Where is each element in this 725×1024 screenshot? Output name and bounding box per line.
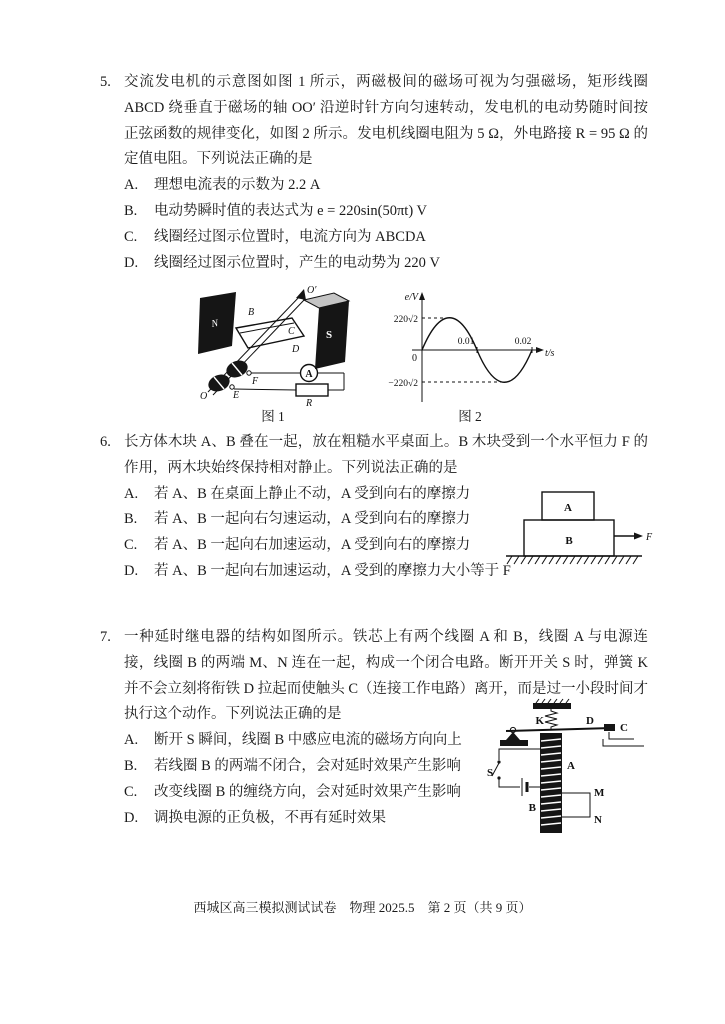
y-axis-arrow — [419, 292, 425, 300]
brush-f-label: F — [252, 376, 259, 388]
question-5-stem — [100, 70, 648, 173]
magnet-n-label: N — [210, 318, 220, 331]
figure-blocks — [502, 478, 657, 574]
tick-002-label: 0.02 — [514, 337, 532, 348]
contact-c — [604, 724, 615, 731]
option-text: 若线圈 B 的两端不闭合，会对延时效果产生影响 — [154, 757, 461, 774]
source-wire-top — [499, 749, 540, 760]
option-label: C. — [124, 228, 138, 245]
figure-relay — [486, 697, 651, 847]
coil-b-label: B — [248, 307, 255, 319]
x-axis-label: t/s — [545, 348, 555, 360]
axis-oprime-label: O′ — [307, 285, 317, 297]
question-6 — [100, 430, 653, 585]
coil-c-label: C — [288, 326, 295, 338]
option-label: D. — [124, 254, 139, 271]
option-text: 线圈经过图示位置时，产生的电动势为 220 V — [154, 254, 440, 271]
option-text: 理想电流表的示数为 2.2 A — [154, 177, 321, 194]
question-5-options — [100, 173, 648, 276]
coil-b-loop — [562, 793, 590, 817]
tick-001-label: 0.01 — [457, 337, 475, 348]
terminal-m-label: M — [594, 787, 605, 799]
option-text: 调换电源的正负极，不再有延时效果 — [154, 809, 386, 826]
contact-c-label: C — [620, 722, 628, 734]
block-a-label: A — [564, 502, 572, 514]
figure-2-graph — [384, 288, 556, 425]
option-label: C. — [124, 783, 138, 800]
coil-d-label: D — [292, 344, 300, 356]
resistor — [296, 384, 328, 396]
page-footer: 西城区高三模拟测试试卷 物理 2025.5 第 2 页（共 9 页） — [193, 900, 532, 915]
option-label: D. — [124, 809, 139, 826]
option-text: 电动势瞬时值的表达式为 e = 220sin(50πt) V — [154, 202, 427, 219]
question-6-number: 6. — [100, 434, 111, 450]
brush-e — [230, 385, 234, 389]
question-5-stem-text: 交流发电机的示意图如图 1 所示，两磁极间的磁场可视为匀强磁场，矩形线圈 ABCD 绕垂直于磁场的轴 OO′ 沿逆时针方向匀速转动，发电机的电动势随时间按正弦函数的规律变化，如图 2 所示。发电机线圈电阻为 5 Ω，外电路接 R = 95 Ω 的定值电阻。下列说法正确的是 — [124, 74, 648, 168]
option-text: 线圈经过图示位置时，电流方向为 ABCDA — [154, 228, 426, 245]
coil-a-label: A — [567, 760, 575, 772]
ammeter-label: A — [305, 369, 313, 381]
question-5-option-a — [124, 173, 648, 199]
spring — [545, 709, 557, 729]
option-text: 若 A、B 一起向右匀速运动，A 受到向右的摩擦力 — [154, 511, 471, 528]
question-6-stem — [100, 430, 648, 482]
coil-inner-line — [240, 323, 294, 333]
figure-1-caption: 图 1 — [261, 409, 285, 425]
figure-2-caption: 图 2 — [458, 409, 482, 425]
question-5-option-c — [124, 225, 648, 251]
option-text: 若 A、B 一起向右加速运动，A 受到向右的摩擦力 — [154, 537, 471, 554]
force-label: F — [646, 532, 653, 543]
option-label: D. — [124, 562, 139, 579]
resistor-label: R — [305, 398, 313, 407]
question-6-stem-text: 长方体木块 A、B 叠在一起，放在粗糙水平桌面上。B 木块受到一个水平恒力 F 的作用，两木块始终保持相对静止。下列说法正确的是 — [124, 434, 648, 476]
y-axis-label: e/V — [404, 292, 418, 304]
option-label: A. — [124, 177, 139, 194]
option-label: B. — [124, 202, 138, 219]
work-circuit-wire-2 — [603, 739, 644, 746]
brush-e-label: E — [233, 390, 240, 402]
x-axis-arrow — [536, 347, 544, 353]
question-5 — [100, 70, 648, 426]
spring-k-label: K — [535, 715, 544, 727]
option-label: A. — [124, 732, 139, 749]
y-max-label: 220√2 — [393, 315, 418, 326]
option-text: 若 A、B 在桌面上静止不动，A 受到向右的摩擦力 — [154, 485, 471, 502]
option-text: 改变线圈 B 的缠绕方向，会对延时效果产生影响 — [154, 783, 461, 800]
source-wire-bottom-left — [499, 779, 520, 787]
option-label: B. — [124, 511, 138, 528]
terminal-n-label: N — [594, 814, 602, 826]
generator-diagram — [192, 282, 354, 406]
pivot-base — [500, 740, 528, 746]
ground-hatching — [507, 556, 638, 564]
block-b-label: B — [565, 535, 573, 547]
question-7-stem-text: 一种延时继电器的结构如图所示。铁芯上有两个线圈 A 和 B，线圈 A 与电源连接，线圈 B 的两端 M、N 连在一起，构成一个闭合电路。断开开关 S 时，弹簧 K 并不会立刻将衔铁 D 拉起而使触头 C（连接工作电路）离开，而是过一小段时间才执行这个动作。下列说法正确的是 — [124, 629, 649, 723]
support-hatching — [536, 699, 569, 703]
figure-1-generator — [192, 282, 354, 425]
coil-b-label: B — [528, 802, 536, 814]
brush-f — [247, 371, 251, 375]
relay-diagram — [486, 697, 651, 847]
axis-o-label: O — [200, 391, 208, 403]
y-min-label: −220√2 — [388, 379, 418, 390]
question-5-figures — [100, 282, 648, 425]
wire-bottom — [234, 389, 296, 390]
option-label: A. — [124, 485, 139, 502]
blocks-diagram — [502, 478, 657, 574]
question-5-number: 5. — [100, 74, 111, 90]
switch-s-label: S — [487, 767, 494, 779]
emf-graph — [384, 288, 556, 406]
question-7 — [100, 625, 648, 831]
option-label: B. — [124, 757, 138, 774]
magnet-s-label: S — [326, 329, 333, 342]
pivot-triangle — [506, 732, 520, 740]
armature-d-label: D — [586, 715, 594, 727]
question-7-number: 7. — [100, 629, 111, 645]
option-text: 若 A、B 一起向右加速运动，A 受到的摩擦力大小等于 F — [154, 562, 511, 579]
armature-lever — [506, 728, 612, 731]
fixed-support — [533, 703, 571, 709]
option-text: 断开 S 瞬间，线圈 B 中感应电流的磁场方向向上 — [154, 732, 462, 749]
question-5-option-d — [124, 251, 648, 277]
option-label: C. — [124, 537, 138, 554]
force-arrowhead — [634, 533, 643, 540]
origin-label: 0 — [412, 353, 417, 365]
question-5-option-b — [124, 199, 648, 225]
